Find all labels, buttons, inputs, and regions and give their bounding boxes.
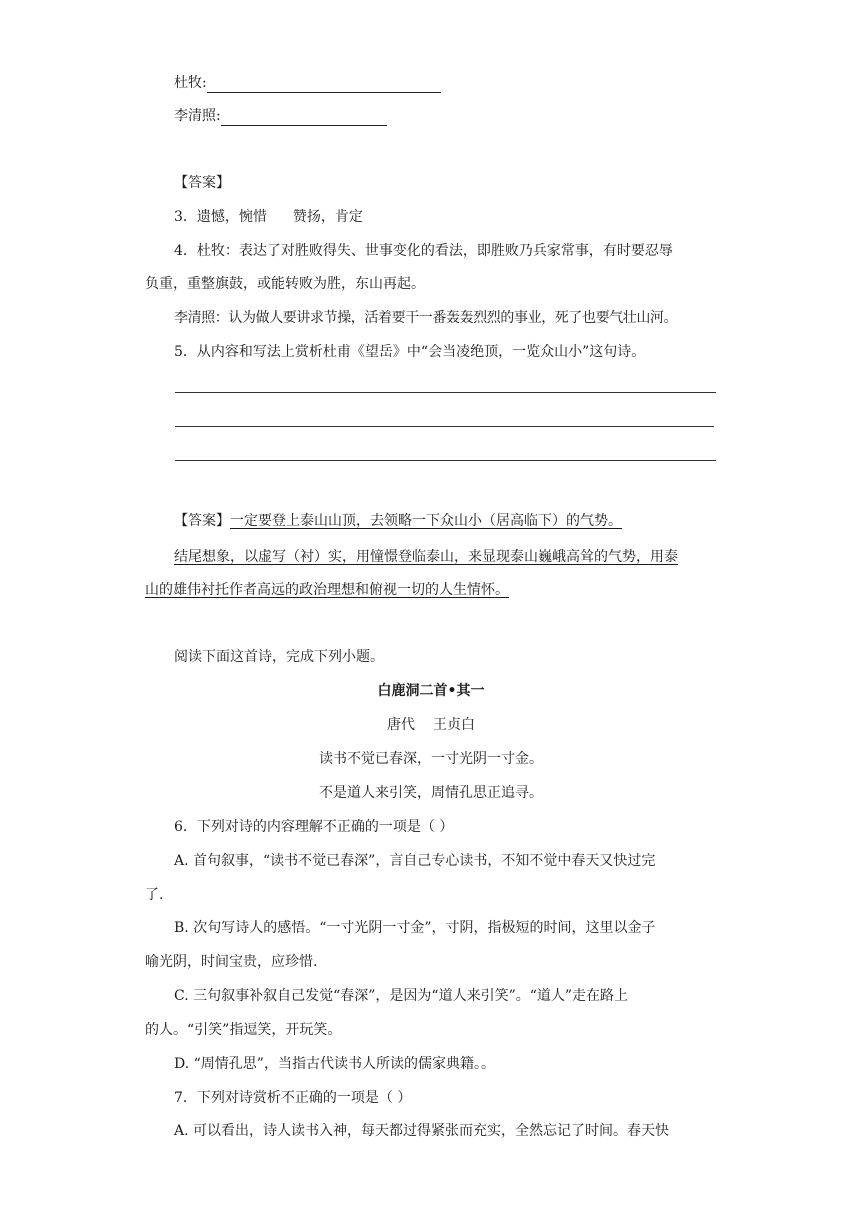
q6-stem: 6．下列对诗的内容理解不正确的一项是（ ）: [174, 819, 454, 835]
poem-verse: 读书不觉已春深，一寸光阴一寸金。: [319, 751, 543, 767]
q7-stem: 7．下列对诗赏析不正确的一项是（ ）: [174, 1090, 412, 1106]
q6-option-b-cont: 喻光阴，时间宝贵，应珍惜.: [145, 954, 318, 970]
q6-option-a-cont: 了.: [145, 887, 164, 903]
q3-answer: [174, 207, 363, 227]
q6-option-c-cont: 的人。“引笑”指逗笑，开玩笑。: [145, 1022, 342, 1038]
poem-title: 白鹿洞二首•其一: [377, 683, 485, 699]
answer-label: 【答案】: [174, 175, 230, 191]
liqingzhao-answer-blank[interactable]: [221, 109, 387, 126]
q3-answer-b: 赞扬，肯定: [292, 209, 363, 225]
liqingzhao-blank-line: [174, 106, 387, 126]
answer2-text: 一定要登上泰山山顶，去领略一下众山小（居高临下）的气势。: [230, 513, 622, 529]
q4-answer-line: 4．杜牧：表达了对胜败得失、世事变化的看法，即胜败乃兵家常事，有时要忍辱: [174, 243, 673, 259]
dumu-blank-line: [174, 73, 441, 93]
q6-option-d: D. “周情孔思”，当指古代读书人所读的儒家典籍。。: [174, 1056, 495, 1072]
answer-rule-line[interactable]: [175, 426, 714, 427]
q6-option-b: B. 次句写诗人的感悟。“一寸光阴一寸金”，寸阴，指极短的时间，这里以金子: [174, 920, 656, 936]
q6-option-c: C. 三句叙事补叙自己发觉“春深”，是因为“道人来引笑”。“道人”走在路上: [174, 988, 629, 1004]
q4-answer-line: 李清照：认为做人要讲求节操，活着要干一番轰轰烈烈的事业，死了也要气壮山河。: [174, 310, 678, 326]
poem-byline: [145, 715, 717, 735]
poem-dynasty: 唐代: [387, 717, 415, 733]
q3-answer-a: 3．遗憾，惋惜: [174, 209, 267, 225]
answer2-text: 山的雄伟衬托作者高远的政治理想和俯视一切的人生情怀。: [145, 582, 509, 598]
q5-question: 5．从内容和写法上赏析杜甫《望岳》中“会当凌绝顶，一览众山小”这句诗。: [174, 344, 646, 360]
poem-verse: 不是道人来引笑，周情孔思正追寻。: [319, 785, 543, 801]
answer-rule-line[interactable]: [175, 460, 716, 461]
poem-author: 王贞白: [433, 717, 475, 733]
dumu-label: 杜牧:: [174, 75, 207, 91]
q7-option-a: A. 可以看出，诗人读书入神，每天都过得紧张而充实，全然忘记了时间。春天快: [174, 1123, 670, 1139]
answer2-text: 结尾想象，以虚写（衬）实，用憧憬登临泰山，来显现泰山巍峨高耸的气势，用泰: [174, 549, 678, 565]
q6-option-a: A. 首句叙事，“读书不觉已春深”，言自己专心读书，不知不觉中春天又快过完: [174, 853, 656, 869]
answer-label: 【答案】: [174, 513, 230, 529]
q4-answer-line: 负重，重整旗鼓，或能转败为胜，东山再起。: [145, 276, 425, 292]
answer-rule-line[interactable]: [175, 392, 716, 393]
answer2-line: [174, 511, 622, 531]
liqingzhao-label: 李清照:: [174, 108, 221, 124]
dumu-answer-blank[interactable]: [207, 76, 441, 93]
reading-instruction: 阅读下面这首诗，完成下列小题。: [174, 649, 384, 665]
